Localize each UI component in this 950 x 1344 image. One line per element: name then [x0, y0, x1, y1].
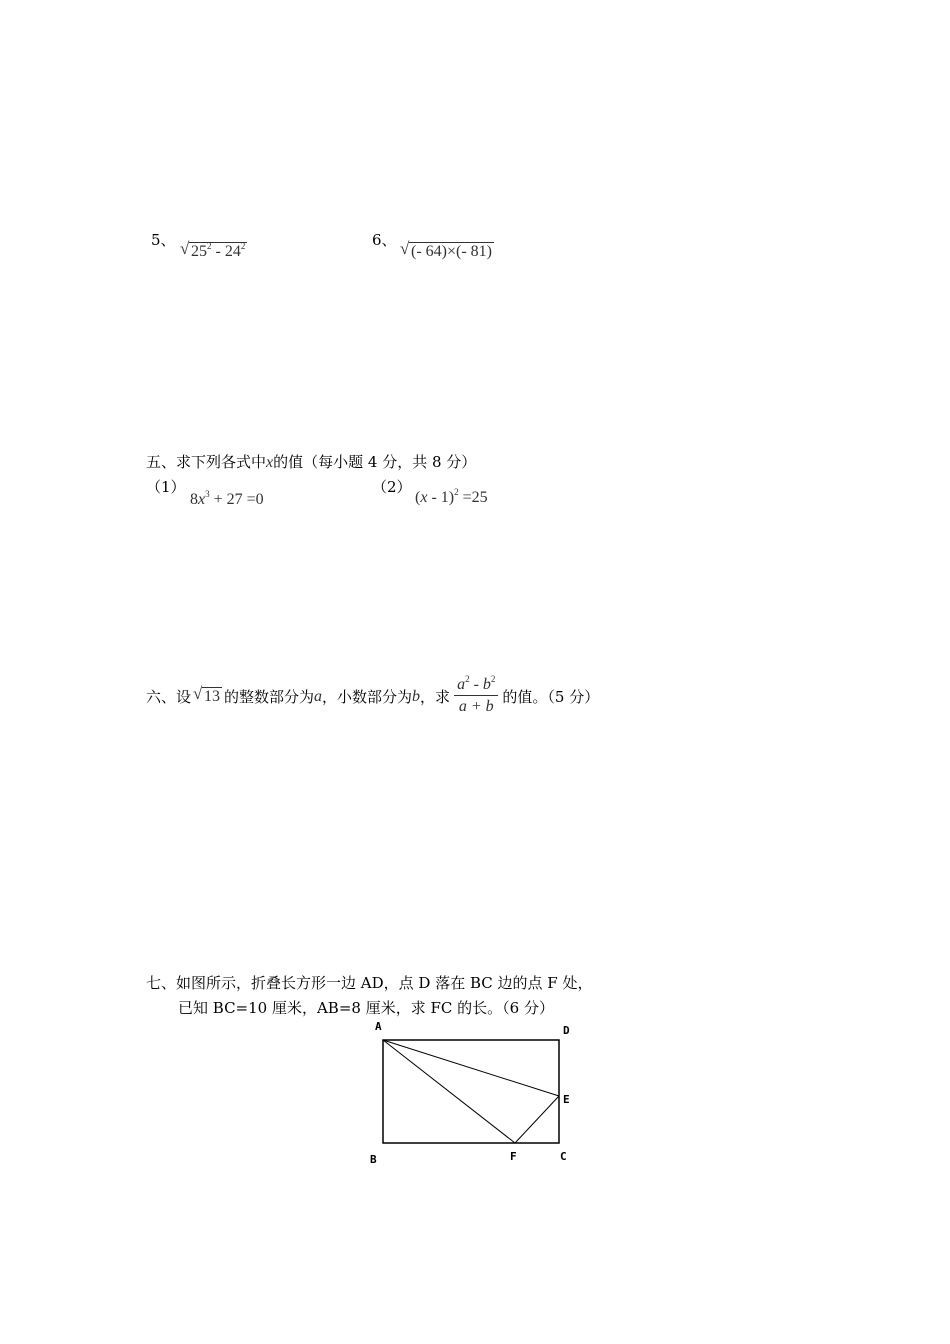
q6-expression [400, 239, 494, 261]
segment-ae [383, 1040, 559, 1096]
q5-number: 5、 [151, 231, 176, 249]
sec5-p2-equation: (x - 1)$^2$ =25 [415, 487, 488, 506]
sec5-p1-equation: $8x^3 + 27 =0$ [190, 489, 264, 508]
label-c: C [560, 1150, 567, 1163]
q5-expression [180, 239, 247, 261]
fraction: $\frac{a^2 - b^2}{a + b}$ [454, 676, 498, 717]
label-a: A [375, 1020, 382, 1033]
sqrt-symbol: √ $25^2 - 24^2$ [180, 239, 246, 260]
sec7-line1: 七、如图所示，折叠长方形一边 AD，点 D 落在 BC 边的点 F 处， [146, 974, 593, 992]
label-f: F [510, 1150, 517, 1163]
sqrt-symbol: √ (- 64)×(- 81) [400, 239, 492, 260]
sec5-p2-label: （2） [372, 478, 412, 496]
q6-number: 6、 [372, 231, 397, 249]
rectangle-abcd [383, 1040, 559, 1143]
sqrt-symbol: √ 13 [193, 683, 221, 705]
label-b: B [370, 1153, 377, 1166]
folding-rectangle-figure [360, 1015, 590, 1175]
label-d: D [563, 1024, 570, 1037]
sec5-title: 五、求下列各式中x的值（每小题 4 分，共 8 分） [146, 453, 477, 471]
segment-af [383, 1040, 515, 1143]
label-e: E [563, 1093, 570, 1106]
sec6-question: 六、设 √ 13 的整数部分为 a ，小数部分为 b ，求 $\frac{a^2 - b^2}{a + b}$ 的值。（5 分） [146, 674, 600, 715]
segment-fe [515, 1096, 559, 1143]
sec5-p1-label: （1） [146, 478, 186, 496]
sec7-line2: 已知 BC=10 厘米，AB=8 厘米，求 FC 的长。（6 分） [178, 999, 554, 1017]
